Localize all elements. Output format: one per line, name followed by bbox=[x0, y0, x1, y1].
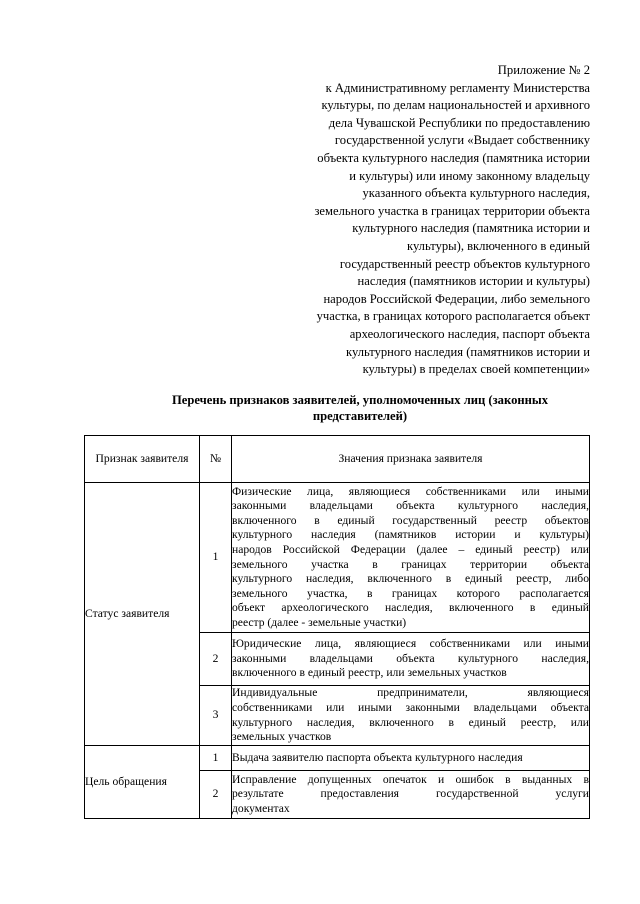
value-line: законными владельцами объекта культурного наследия, bbox=[232, 651, 589, 665]
appendix-block bbox=[272, 62, 590, 379]
value-cell bbox=[232, 771, 590, 819]
value-line: Физические лица, являющиеся собственниками или иными bbox=[232, 484, 589, 498]
value-cell bbox=[232, 746, 590, 771]
value-line: включенного в единый государственный реестр объектов bbox=[232, 513, 589, 527]
appendix-line: земельного участка в границах территории объекта bbox=[314, 203, 590, 218]
row-number: 3 bbox=[200, 686, 232, 746]
value-line: Выдача заявителю паспорта объекта культурного наследия bbox=[232, 750, 523, 764]
value-line: Индивидуальные предприниматели, являющиеся bbox=[232, 686, 589, 700]
appendix-line: культуры, по делам национальностей и архивного bbox=[321, 98, 590, 113]
appendix-line: государственный реестр объектов культурного bbox=[339, 256, 590, 271]
appendix-line: культуры), включенного в единый bbox=[407, 238, 590, 253]
value-line: документах bbox=[232, 801, 290, 815]
value-line: культурного наследия (памятников истории и культуры) bbox=[232, 528, 589, 542]
header-attribute: Признак заявителя bbox=[85, 436, 200, 483]
appendix-line: объекта культурного наследия (памятника истории bbox=[317, 150, 590, 165]
appendix-line: участка, в границах которого располагается объект bbox=[316, 309, 590, 324]
value-cell bbox=[232, 633, 590, 686]
applicant-criteria-table bbox=[84, 435, 590, 819]
attribute-cell-status: Статус заявителя bbox=[85, 483, 200, 746]
value-cell bbox=[232, 483, 590, 633]
table-row bbox=[85, 483, 590, 633]
value-line: культурного наследия, включенного в единый реестр, либо bbox=[232, 572, 589, 586]
header-values: Значения признака заявителя bbox=[232, 436, 590, 483]
heading-line-1: Перечень признаков заявителей, уполномоченных лиц (законных bbox=[171, 393, 549, 407]
value-line: земельных участков bbox=[232, 730, 332, 744]
value-line: объект археологического наследия, включенного в единый bbox=[232, 601, 589, 615]
appendix-line: дела Чувашской Республики по предоставлению bbox=[328, 115, 590, 130]
value-line: земельного участка в границах территории объекта bbox=[232, 557, 589, 571]
attribute-cell-purpose: Цель обращения bbox=[85, 746, 200, 819]
appendix-line: народов Российской Федерации, либо земельного bbox=[323, 291, 590, 306]
value-line: Юридические лица, являющиеся собственниками или иными bbox=[232, 637, 589, 651]
value-line: законными владельцами объекта культурного наследия, bbox=[232, 499, 589, 513]
header-number: № bbox=[200, 436, 232, 483]
appendix-line: культуры) в пределах своей компетенции» bbox=[362, 362, 590, 377]
row-number: 2 bbox=[200, 771, 232, 819]
appendix-line: к Административному регламенту Министерства bbox=[325, 80, 590, 95]
appendix-line: наследия (памятников истории и культуры) bbox=[357, 274, 590, 289]
appendix-line: культурного наследия (памятника истории и bbox=[352, 221, 590, 236]
value-line: Исправление допущенных опечаток и ошибок в выданных в bbox=[232, 772, 589, 786]
table-header-row bbox=[85, 436, 590, 483]
value-line: собственниками или иными законными владельцами объекта bbox=[232, 700, 589, 714]
value-cell bbox=[232, 686, 590, 746]
value-line: культурного наследия, включенного в единый реестр, или bbox=[232, 715, 589, 729]
appendix-line: указанного объекта культурного наследия, bbox=[362, 186, 590, 201]
value-line: результате предоставления государственной услуги bbox=[232, 787, 589, 801]
value-line: реестр (далее - земельные участки) bbox=[232, 615, 407, 629]
row-number: 1 bbox=[200, 483, 232, 633]
appendix-line: и культуры) или иному законному владельцу bbox=[349, 168, 590, 183]
appendix-line: культурного наследия (памятников истории и bbox=[346, 344, 590, 359]
table-row bbox=[85, 746, 590, 771]
appendix-line: археологического наследия, паспорт объекта bbox=[349, 326, 590, 341]
row-number: 2 bbox=[200, 633, 232, 686]
document-heading bbox=[150, 392, 570, 424]
appendix-line: государственной услуги «Выдает собственнику bbox=[334, 133, 590, 148]
row-number: 1 bbox=[200, 746, 232, 771]
value-line: земельного участка, в границах которого располагается bbox=[232, 586, 589, 600]
heading-line-2: представителей) bbox=[312, 409, 408, 423]
value-line: народов Российской Федерации (далее – единый реестр) или bbox=[232, 542, 589, 556]
value-line: включенного в единый реестр, или земельных участков bbox=[232, 666, 507, 680]
appendix-line: Приложение № 2 bbox=[497, 63, 590, 77]
